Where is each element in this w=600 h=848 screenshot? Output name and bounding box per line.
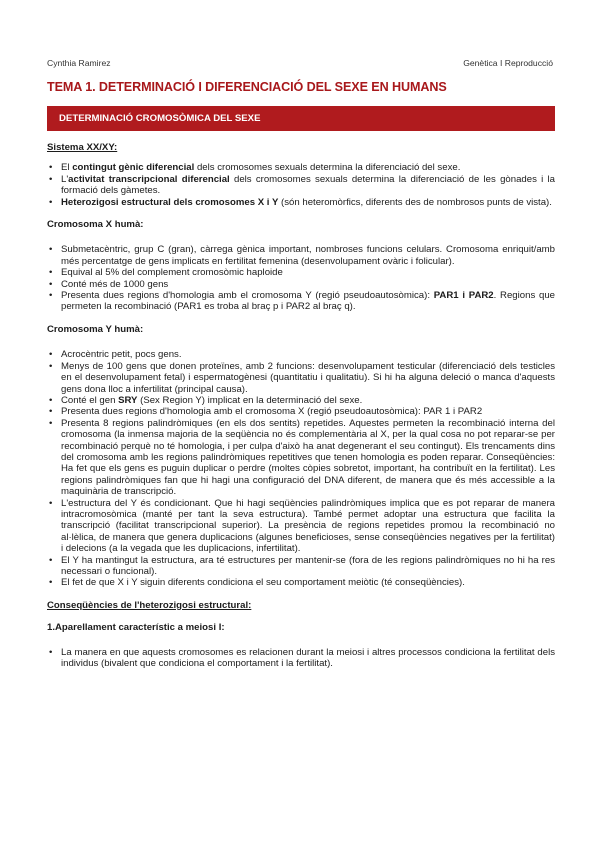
heading-cromosoma-y: Cromosoma Y humà:: [47, 323, 144, 335]
list-item: • Equival al 5% del complement cromosòmic haploide: [47, 267, 555, 278]
list-item: • El contingut gènic diferencial dels cromosomes sexuals determina la diferenciació del sexe.: [47, 162, 555, 173]
list-aparellament: [47, 647, 555, 670]
section-band: DETERMINACIÓ CROMOSÒMICA DEL SEXE: [47, 106, 555, 131]
list-item: • Conté el gen SRY (Sex Region Y) implicat en la determinació del sexe.: [47, 395, 555, 406]
list-cromosoma-y: [47, 349, 555, 589]
list-item: • Presenta 8 regions palindròmiques (en els dos sentits) repetides. Aquestes permeten la recombinació interna del cromosoma (la inmensa majoria de la seqüència no és complementària al X, per la qual cosa no pot reparar-se per recombinació perquè no té homologia, i per culpa d'això ha anat degenerant el seu contingut). Els trencaments dins del cromosoma amb les regions palindròmiques repetitives que tenen homologia es poden reparar. Conseqüències: Ha fet que els gens es puguin duplicar o perdre (moltes còpies sobretot, important, ha contribuït en la fertilitat). Les regions palindròmiques fan que hi hagi una configuració del DNA diferent, de manera que és més accessible a la maquinària de transcripció.: [47, 418, 555, 498]
list-item: • Menys de 100 gens que donen proteïnes, amb 2 funcions: desenvolupament testicular (diferenciació dels testicles en el desenvolupament fetal) i espermatogènesi (quantitatiu i qualitatiu). Si hi ha alguna deleció o manca d'aquests gens dona lloc a infertilitat (principal causa).: [47, 361, 555, 395]
list-cromosoma-x: [47, 244, 555, 312]
list-item: • Acrocèntric petit, pocs gens.: [47, 349, 555, 360]
header-subject: Genètica I Reproducció: [463, 58, 553, 68]
list-item: • Heterozigosi estructural dels cromosomes X i Y (són heteromòrfics, diferents des de nombrosos punts de vista).: [47, 197, 555, 208]
document-content: [47, 142, 555, 680]
list-item: • L'estructura del Y és condicionant. Que hi hagi seqüències palindròmiques implica que es pot reparar de manera intracromosòmica (manté per tant la seva estructura). També permet adoptar una estructura que facilita la transcripció (facilitat transcripcional superior). La presència de regions repetides promou la recombinació no al·lèlica, de manera que genera duplicacions (algunes beneficioses, sense conseqüències negatives per la fertilitat) i delecions (a la vegada que les duplicacions, infertilitat).: [47, 498, 555, 555]
heading-sistema: Sistema XX/XY:: [47, 142, 118, 153]
list-item: • El fet de que X i Y siguin diferents condiciona el seu comportament meiòtic (té conseqüències).: [47, 577, 555, 588]
list-item: • L'activitat transcripcional diferencial dels cromosomes sexuals determina la diferenciació de les gònades i la formació dels gàmetes.: [47, 174, 555, 197]
list-item: • La manera en que aquests cromosomes es relacionen durant la meiosi i altres processos condiciona la fertilitat dels individus (bivalent que condiciona el comportament i la fertilitat).: [47, 647, 555, 670]
list-sistema: [47, 162, 555, 208]
heading-cromosoma-x: Cromosoma X humà:: [47, 219, 144, 231]
list-item: • Presenta dues regions d'homologia amb el cromosoma X (regió pseudoautosòmica): PAR 1 i PAR2: [47, 406, 555, 417]
list-item: • Submetacèntric, grup C (gran), càrrega gènica important, nombroses funcions celulars. Cromosoma enriquit/amb més percentatge de gens implicats en fertilitat femenina (desenvolupament ovàric i folicular).: [47, 244, 555, 267]
list-item: • Conté més de 1000 gens: [47, 279, 555, 290]
list-item: • Presenta dues regions d'homologia amb el cromosoma Y (regió pseudoautosòmica): PAR1 i PAR2. Regions que permeten la recombinació (PAR1 es troba al braç p i PAR2 al braç q).: [47, 290, 555, 313]
header-author: Cynthia Ramirez: [47, 58, 111, 68]
subheading-aparellament: 1.Aparellament característic a meiosi I:: [47, 622, 225, 634]
document-title: TEMA 1. DETERMINACIÓ I DIFERENCIACIÓ DEL SEXE EN HUMANS: [47, 80, 447, 94]
list-item: • El Y ha mantingut la estructura, ara té estructures per mantenir-se (fora de les regions palindròmiques no hi ha res necessari o funcional).: [47, 555, 555, 578]
heading-consequencies: Conseqüències de l'heterozigosi estructural:: [47, 599, 252, 611]
